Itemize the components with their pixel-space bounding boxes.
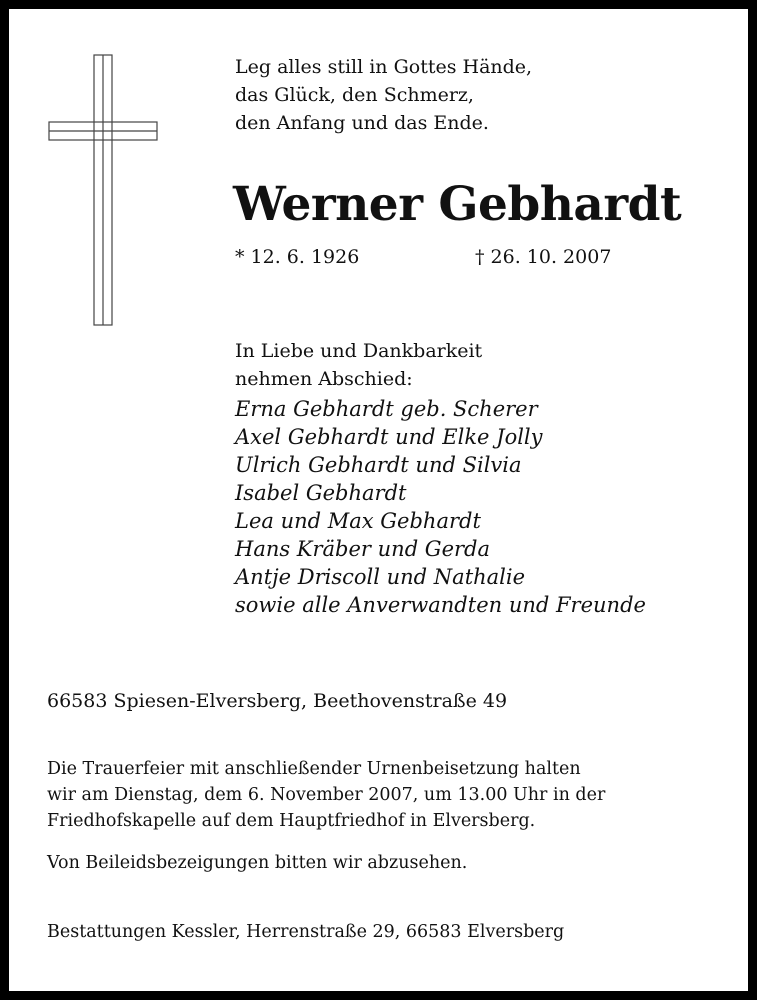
deceased-name: Werner Gebhardt	[233, 177, 682, 232]
mourners-list	[235, 395, 646, 619]
ceremony-line: wir am Dienstag, dem 6. November 2007, um 13.00 Uhr in der	[47, 785, 606, 805]
mourner: Axel Gebhardt und Elke Jolly	[235, 425, 543, 449]
mourner: Isabel Gebhardt	[235, 481, 407, 505]
verse-line: Leg alles still in Gottes Hände,	[235, 56, 533, 78]
intro-line: nehmen Abschied:	[235, 368, 413, 390]
undertaker: Bestattungen Kessler, Herrenstraße 29, 66583 Elversberg	[47, 922, 565, 942]
mourner: sowie alle Anverwandten und Freunde	[235, 593, 646, 617]
address: 66583 Spiesen-Elversberg, Beethovenstraße 49	[47, 690, 508, 712]
verse-line: den Anfang und das Ende.	[235, 112, 489, 134]
intro-line: In Liebe und Dankbarkeit	[235, 340, 483, 362]
death-date: † 26. 10. 2007	[475, 246, 612, 268]
mourner: Erna Gebhardt geb. Scherer	[235, 397, 538, 421]
condolences-note: Von Beileidsbezeigungen bitten wir abzusehen.	[47, 853, 468, 873]
mourner: Hans Kräber und Gerda	[235, 537, 491, 561]
ceremony-info	[47, 756, 605, 834]
intro	[235, 337, 482, 393]
mourner: Ulrich Gebhardt und Silvia	[235, 453, 522, 477]
ceremony-line: Die Trauerfeier mit anschließender Urnenbeisetzung halten	[47, 759, 581, 779]
verse	[235, 53, 532, 137]
verse-line: das Glück, den Schmerz,	[235, 84, 474, 106]
mourner: Lea und Max Gebhardt	[235, 509, 481, 533]
notice-body	[9, 9, 748, 991]
mourner: Antje Driscoll und Nathalie	[235, 565, 526, 589]
ceremony-line: Friedhofskapelle auf dem Hauptfriedhof in Elversberg.	[47, 811, 536, 831]
birth-date: * 12. 6. 1926	[235, 246, 360, 268]
cross-icon	[47, 54, 161, 329]
